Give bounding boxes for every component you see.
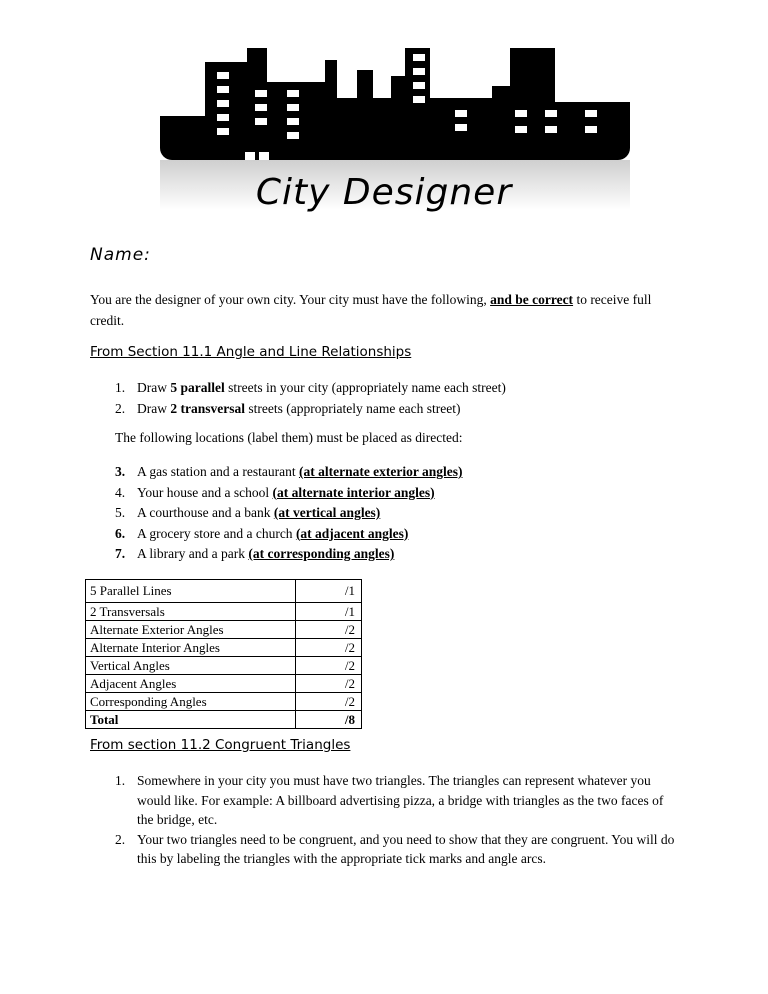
item-text: Your two triangles need to be congruent, and you need to show that they are congruent. You will do this by labeling the triangles with the appropriate tick marks and angle arcs. — [137, 831, 675, 866]
item-number: 1. — [115, 773, 126, 788]
list-item — [115, 462, 463, 483]
table-row — [86, 657, 362, 675]
table-row — [86, 693, 362, 711]
angle-requirement: (at vertical angles) — [273, 505, 381, 520]
rubric-label: Adjacent Angles — [86, 675, 296, 693]
name-label: Name: — [90, 245, 151, 265]
rubric-points: /1 — [296, 603, 362, 621]
street-requirements-list — [115, 377, 506, 419]
list-item — [115, 771, 675, 830]
item-number: 7. — [115, 546, 126, 561]
rubric-label: Alternate Interior Angles — [86, 639, 296, 657]
table-row-total — [86, 711, 362, 729]
item-text: Somewhere in your city you must have two triangles. The triangles can represent whatever you would like. For example: A billboard advertising pizza, a bridge with triangles as the two faces of the bridge, etc. — [137, 773, 664, 827]
page-title: City Designer — [255, 172, 513, 213]
table-row — [86, 603, 362, 621]
item-text: Draw — [137, 380, 171, 395]
angle-requirement: (at alternate exterior angles) — [298, 464, 463, 479]
rubric-points: /2 — [296, 621, 362, 639]
rubric-label: 5 Parallel Lines — [86, 580, 296, 603]
rubric-label: Total — [86, 711, 296, 729]
item-number: 1. — [115, 380, 126, 395]
rubric-label: Alternate Exterior Angles — [86, 621, 296, 639]
item-emphasis: 5 parallel — [170, 380, 225, 395]
grading-rubric-table — [85, 579, 362, 729]
rubric-points: /2 — [296, 693, 362, 711]
item-number: 5. — [115, 505, 126, 520]
item-emphasis: 2 transversal — [170, 401, 245, 416]
list-item — [115, 503, 463, 524]
list-item — [115, 377, 506, 398]
angle-requirement: (at alternate interior angles) — [272, 484, 435, 500]
item-number: 4. — [115, 484, 126, 500]
locations-instruction: The following locations (label them) must be placed as directed: — [115, 430, 463, 445]
location-text: A courthouse and a bank — [137, 505, 271, 520]
rubric-points: /2 — [296, 675, 362, 693]
item-number: 6. — [115, 525, 126, 541]
intro-emphasis: and be correct — [490, 292, 574, 307]
item-text: streets (appropriately name each street) — [245, 401, 461, 416]
location-text: Your house and a school — [137, 484, 270, 500]
table-row — [86, 621, 362, 639]
rubric-points: /1 — [296, 580, 362, 603]
intro-text: You are the designer of your own city. Your city must have the following, — [90, 292, 487, 307]
item-text: Draw — [137, 401, 171, 416]
item-number: 3. — [115, 464, 126, 479]
table-row — [86, 675, 362, 693]
list-item — [115, 483, 463, 504]
angle-requirement: (at adjacent angles) — [295, 525, 409, 541]
section-heading-triangles: From section 11.2 Congruent Triangles — [90, 737, 351, 753]
item-text: streets in your city (appropriately name each street) — [224, 380, 506, 395]
rubric-label: Corresponding Angles — [86, 693, 296, 711]
intro-paragraph — [90, 289, 660, 331]
location-text: A library and a park — [137, 546, 245, 561]
location-text: A grocery store and a church — [137, 525, 293, 541]
rubric-points: /8 — [296, 711, 362, 729]
list-item — [115, 544, 463, 565]
locations-list — [115, 462, 463, 565]
rubric-label: Vertical Angles — [86, 657, 296, 675]
list-item — [115, 398, 506, 419]
location-text: A gas station and a restaurant — [137, 464, 296, 479]
table-row — [86, 580, 362, 603]
table-row — [86, 639, 362, 657]
item-number: 2. — [115, 401, 126, 416]
triangle-requirements-list — [115, 771, 675, 869]
rubric-label: 2 Transversals — [86, 603, 296, 621]
rubric-points: /2 — [296, 639, 362, 657]
intro-tail: to receive full credit. — [90, 292, 652, 328]
list-item — [115, 830, 675, 869]
item-number: 2. — [115, 831, 126, 847]
angle-requirement: (at corresponding angles) — [248, 546, 395, 561]
list-item — [115, 524, 463, 545]
rubric-points: /2 — [296, 657, 362, 675]
section-heading-angles: From Section 11.1 Angle and Line Relationships — [90, 344, 412, 360]
